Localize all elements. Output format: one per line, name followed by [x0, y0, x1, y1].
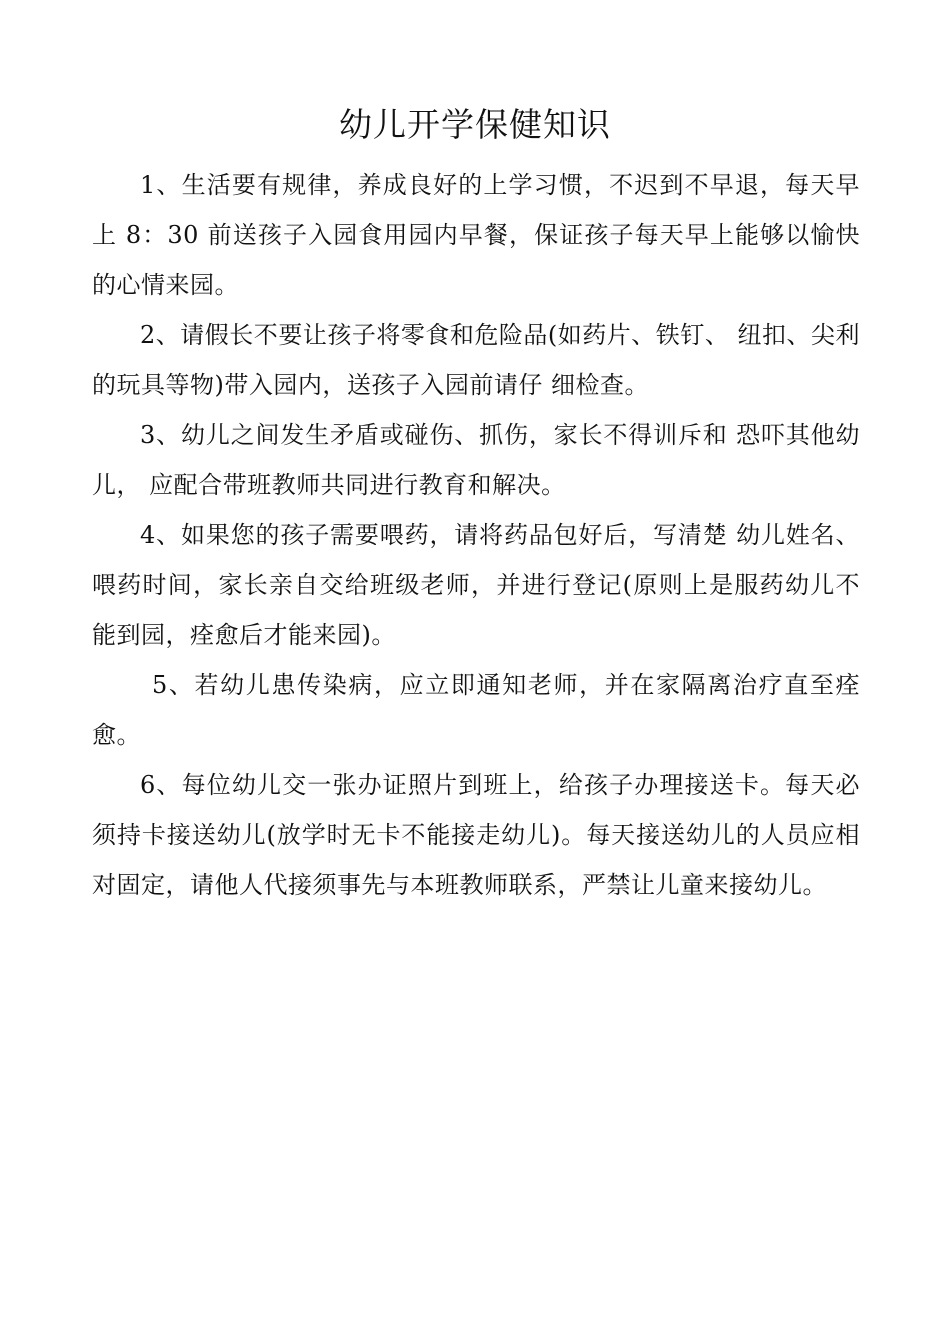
page-title: 幼儿开学保健知识 — [339, 105, 611, 144]
paragraph-6: 6、每位幼儿交一张办证照片到班上，给孩子办理接送卡。每天必 须持卡接送幼儿(放学时无卡不能接走幼儿)。每天接送幼儿的人员应相对固定，请他人代接须事先与本班教师联系，严禁让儿童来接幼儿。 — [92, 771, 860, 899]
paragraph-3: 3、幼儿之间发生矛盾或碰伤、抓伤，家长不得训斥和 恐吓其他幼儿， 应配合带班教师共同进行教育和解决。 — [92, 421, 860, 499]
document-body — [92, 160, 860, 910]
paragraph-1: 1、生活要有规律，养成良好的上学习惯，不迟到不早退，每天早上 8：30 前送孩子入园食用园内早餐，保证孩子每天早上能够以愉快的心情来园。 — [92, 171, 860, 299]
paragraph-4: 4、如果您的孩子需要喂药，请将药品包好后，写清楚 幼儿姓名、喂药时间，家长亲自交给班级老师，并进行登记(原则上是服药幼儿不能到园，痊愈后才能来园)。 — [92, 521, 860, 649]
paragraph-2: 2、请假长不要让孩子将零食和危险品(如药片、铁钉、 纽扣、尖利的玩具等物)带入园内，送孩子入园前请仔 细检查。 — [92, 321, 860, 399]
paragraph-5: 5、若幼儿患传染病，应立即通知老师，并在家隔离治疗直至痊愈。 — [92, 671, 860, 749]
